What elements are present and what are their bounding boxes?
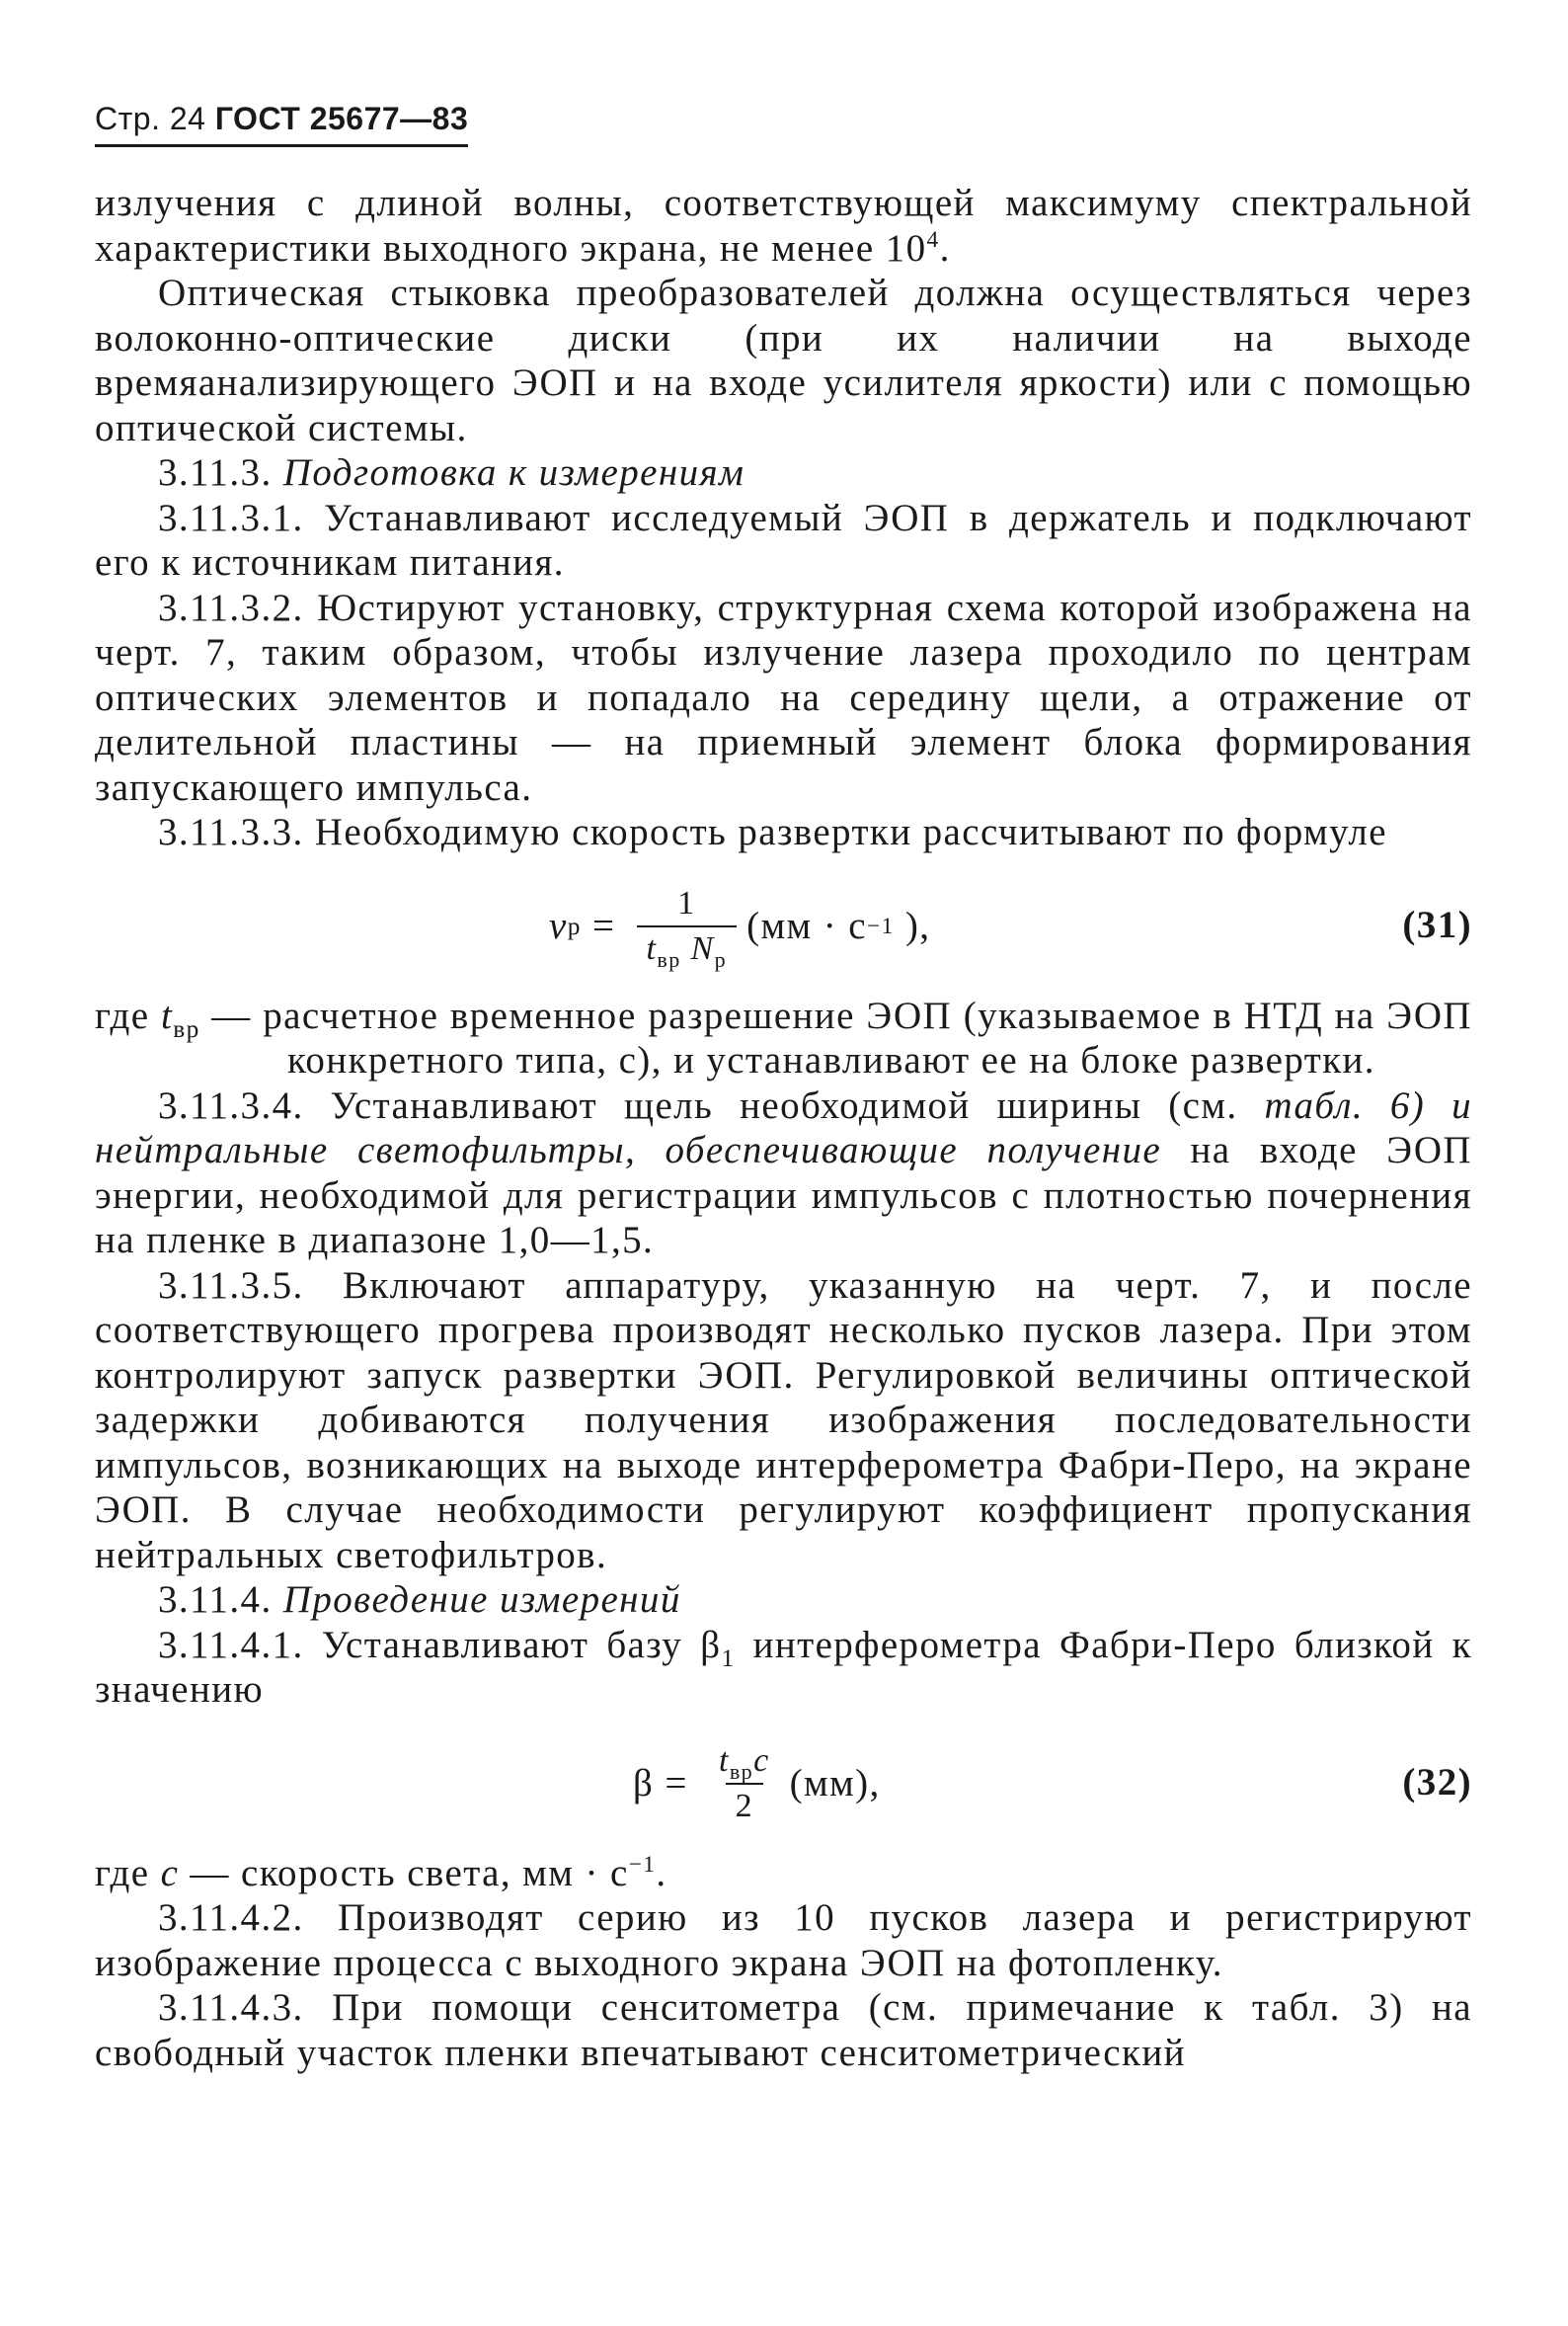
paragraph-3-11-3-3: 3.11.3.3. Необходимую скорость развертки рассчитывают по формуле <box>158 811 1387 853</box>
formula-32-expression: β = $\frac{t_{вр}c}{2}$ (мм), <box>633 1741 881 1824</box>
section-3-11-4-heading: 3.11.4. Проведение измерений <box>158 1578 681 1621</box>
where-c-definition: где c — скорость света, мм · $с^{-1}$. <box>95 1851 667 1894</box>
formula-31 <box>95 873 1472 980</box>
section-3-11-3-heading: 3.11.3. Подготовка к измерениям <box>158 451 745 494</box>
where-tvr-definition: где $t_{вр}$ — расчетное временное разрешение ЭОП (указываемое в НТД на ЭОП конкретного типа, с), и устанавливают ее на блоке развертки. <box>95 994 1472 1082</box>
standard-id: ГОСТ 25677—83 <box>214 101 469 136</box>
formula-31-fraction: $\frac{1}{t_{вр} N_р}$ <box>637 884 738 969</box>
body-text <box>95 181 1472 2075</box>
paragraph-3-11-4-1: 3.11.4.1. Устанавливают базу $\beta_1$ интерферометра Фабри-Перо близкой к значению <box>95 1623 1472 1711</box>
formula-32 <box>95 1730 1472 1837</box>
formula-32-fraction: $\frac{t_{вр}c}{2}$ <box>718 1741 770 1824</box>
formula-31-number: (31) <box>1402 903 1472 946</box>
formula-31-expression: v р = $\frac{1}{t_{вр} N_р}$ (мм · с −1 ), <box>549 884 931 972</box>
paragraph-optical-coupling: Оптическая стыковка преобразователей должна осуществляться через волоконно-оптические диски (при их наличии на выходе времяанализирующего ЭОП и на входе усилителя яркости) или с помощью оптической системы. <box>95 272 1472 449</box>
page-header <box>95 99 468 147</box>
page-number: Стр. 24 <box>95 101 206 136</box>
paragraph-3-11-3-1: 3.11.3.1. Устанавливают исследуемый ЭОП в держатель и подключают его к источникам питания. <box>95 496 1472 584</box>
paragraph-3-11-4-2: 3.11.4.2. Производят серию из 10 пусков лазера и регистрируют изображение процесса с выходного экрана ЭОП на фотопленку. <box>95 1896 1472 1984</box>
paragraph-3-11-3-5: 3.11.3.5. Включают аппаратуру, указанную на черт. 7, и после соответствующего прогрева производят несколько пусков лазера. При этом контролируют запуск развертки ЭОП. Регулировкой величины оптической задержки добиваются получения изображения последовательности импульсов, возникающих на выходе интерферометра Фабри-Перо, на экране ЭОП. В случае необходимости регулируют коэффициент пропускания нейтральных светофильтров. <box>95 1263 1472 1576</box>
formula-32-number: (32) <box>1402 1760 1472 1804</box>
paragraph-3-11-4-3: 3.11.4.3. При помощи сенситометра (см. примечание к табл. 3) на свободный участок пленки впечатывают сенситометрический <box>95 1986 1472 2074</box>
paragraph-3-11-3-4: 3.11.3.4. Устанавливают щель необходимой ширины (см. табл. 6) и нейтральные светофильтры, обеспечивающие получение на входе ЭОП энергии, необходимой для регистрации импульсов с плотностью почернения на пленке в диапазоне 1,0—1,5. <box>95 1083 1472 1261</box>
document-page <box>95 99 1472 2075</box>
paragraph-3-11-3-2: 3.11.3.2. Юстируют установку, структурная схема которой изображена на черт. 7, таким образом, чтобы излучение лазера проходило по центрам оптических элементов и попадало на середину щели, а отражение от делительной пластины — на приемный элемент блока формирования запускающего импульса. <box>95 586 1472 809</box>
paragraph-continuation: излучения с длиной волны, соответствующей максимуму спектральной характеристики выходного экрана, не менее $10^4$. <box>95 182 1472 270</box>
